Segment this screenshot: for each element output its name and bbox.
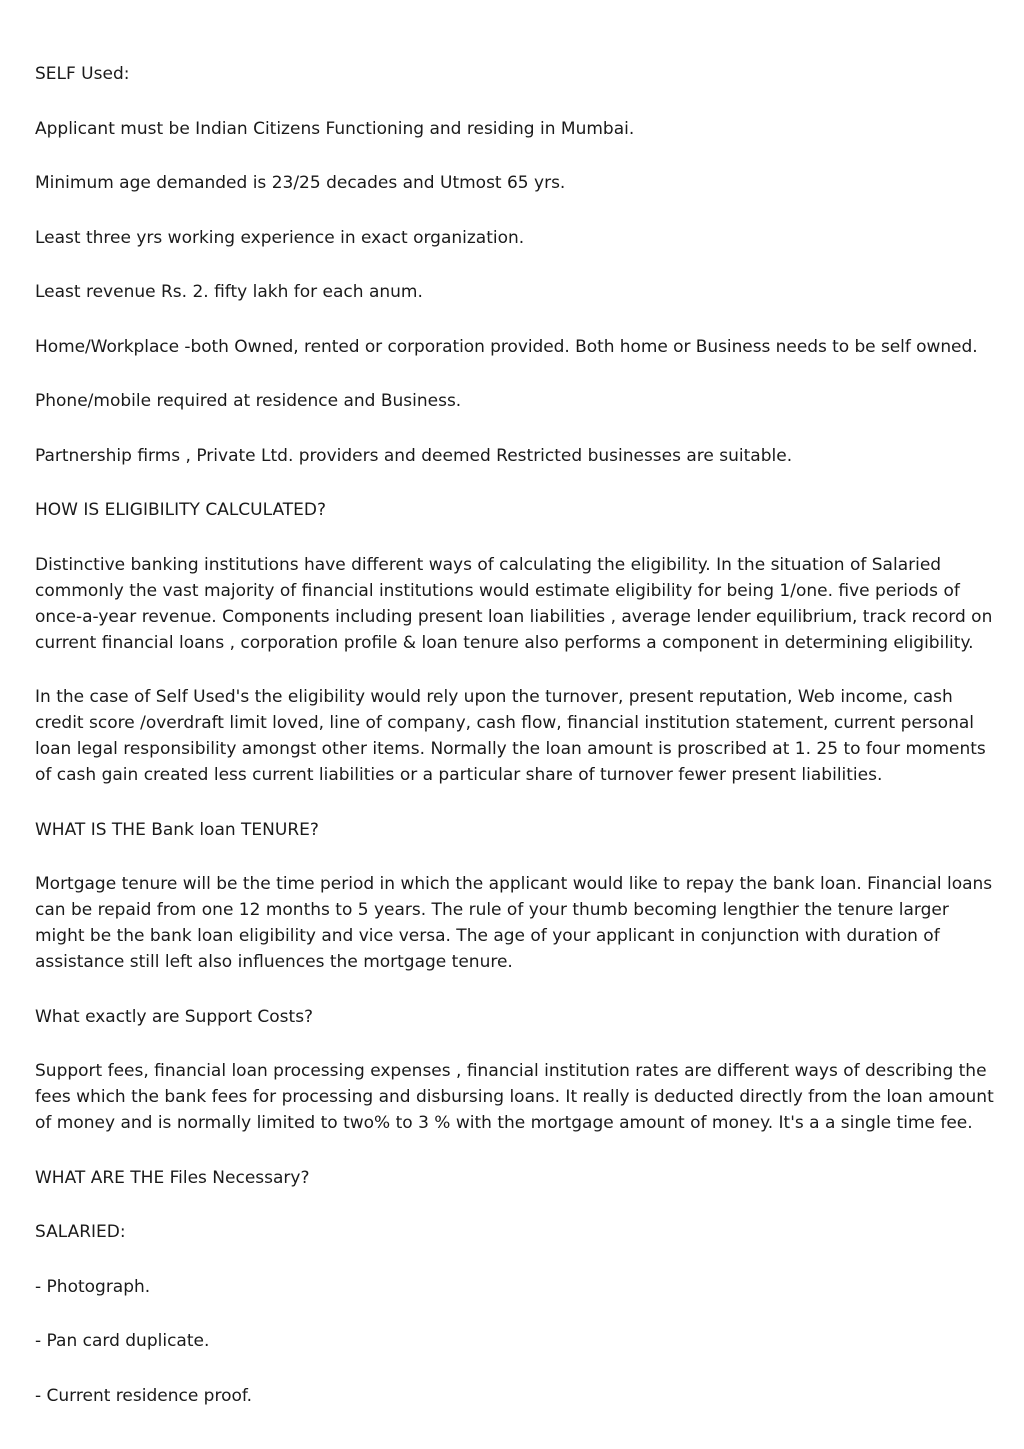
paragraph-eligibility-self-used: In the case of Self Used's the eligibility would rely upon the turnover, present reputation, Web income, cash credit score /overdraft limit loved, line of company, cash flow, financial institution statement, current personal loan legal responsibility amongst other items. Normally the loan amount is proscribed at 1. 25 to four moments of cash gain created less current liabilities or a particular share of turnover fewer present liabilities. — [35, 687, 986, 785]
paragraph-home-workplace: Home/Workplace -both Owned, rented or corporation provided. Both home or Business needs to be self owned. — [35, 336, 978, 357]
paragraph-tenure: Mortgage tenure will be the time period in which the applicant would like to repay the bank loan. Financial loans can be repaid from one 12 months to 5 years. The rule of your thumb becoming lengthier the tenure larger might be the bank loan eligibility and vice versa. The age of your applicant in conjunction with duration of assistance still left also influences the mortgage tenure. — [35, 874, 993, 972]
paragraph-phone: Phone/mobile required at residence and Business. — [35, 391, 462, 411]
list-item-residence-proof: - Current residence proof. — [35, 1385, 253, 1406]
list-item-photograph: - Photograph. — [35, 1276, 151, 1297]
paragraph-revenue: Least revenue Rs. 2. fifty lakh for each anum. — [35, 282, 423, 302]
paragraph-eligibility-salaried: Distinctive banking institutions have different ways of calculating the eligibility. In the situation of Salaried commonly the vast majority of financial institutions would estimate eligibility for being 1/one. five periods of once-a-year revenue. Components including present loan liabilities , average lender equilibrium, track record on current financial loans , corporation profile & loan tenure also performs a component in determining eligibility. — [35, 554, 993, 653]
paragraph-citizenship: Applicant must be Indian Citizens Functioning and residing in Mumbai. — [35, 118, 635, 139]
paragraph-partnership: Partnership firms , Private Ltd. providers and deemed Restricted businesses are suitable. — [35, 445, 793, 466]
section-heading-eligibility: HOW IS ELIGIBILITY CALCULATED? — [35, 500, 327, 520]
paragraph-experience: Least three yrs working experience in exact organization. — [35, 227, 525, 248]
section-heading-files: WHAT ARE THE Files Necessary? — [35, 1167, 310, 1188]
document-body — [35, 61, 995, 1437]
section-heading-self-used: SELF Used: — [35, 64, 130, 84]
paragraph-age: Minimum age demanded is 23/25 decades and Utmost 65 yrs. — [35, 173, 566, 193]
section-heading-salaried: SALARIED: — [35, 1222, 126, 1242]
paragraph-support-costs: Support fees, financial loan processing expenses , financial institution rates are different ways of describing the fees which the bank fees for processing and disbursing loans. It really is deducted directly from the loan amount of money and is normally limited to two% to 3 % with the mortgage amount of money. It's a a single time fee. — [35, 1061, 994, 1133]
list-item-pan-card: - Pan card duplicate. — [35, 1331, 210, 1351]
section-heading-tenure: WHAT IS THE Bank loan TENURE? — [35, 819, 319, 840]
section-heading-support-costs: What exactly are Support Costs? — [35, 1006, 314, 1027]
